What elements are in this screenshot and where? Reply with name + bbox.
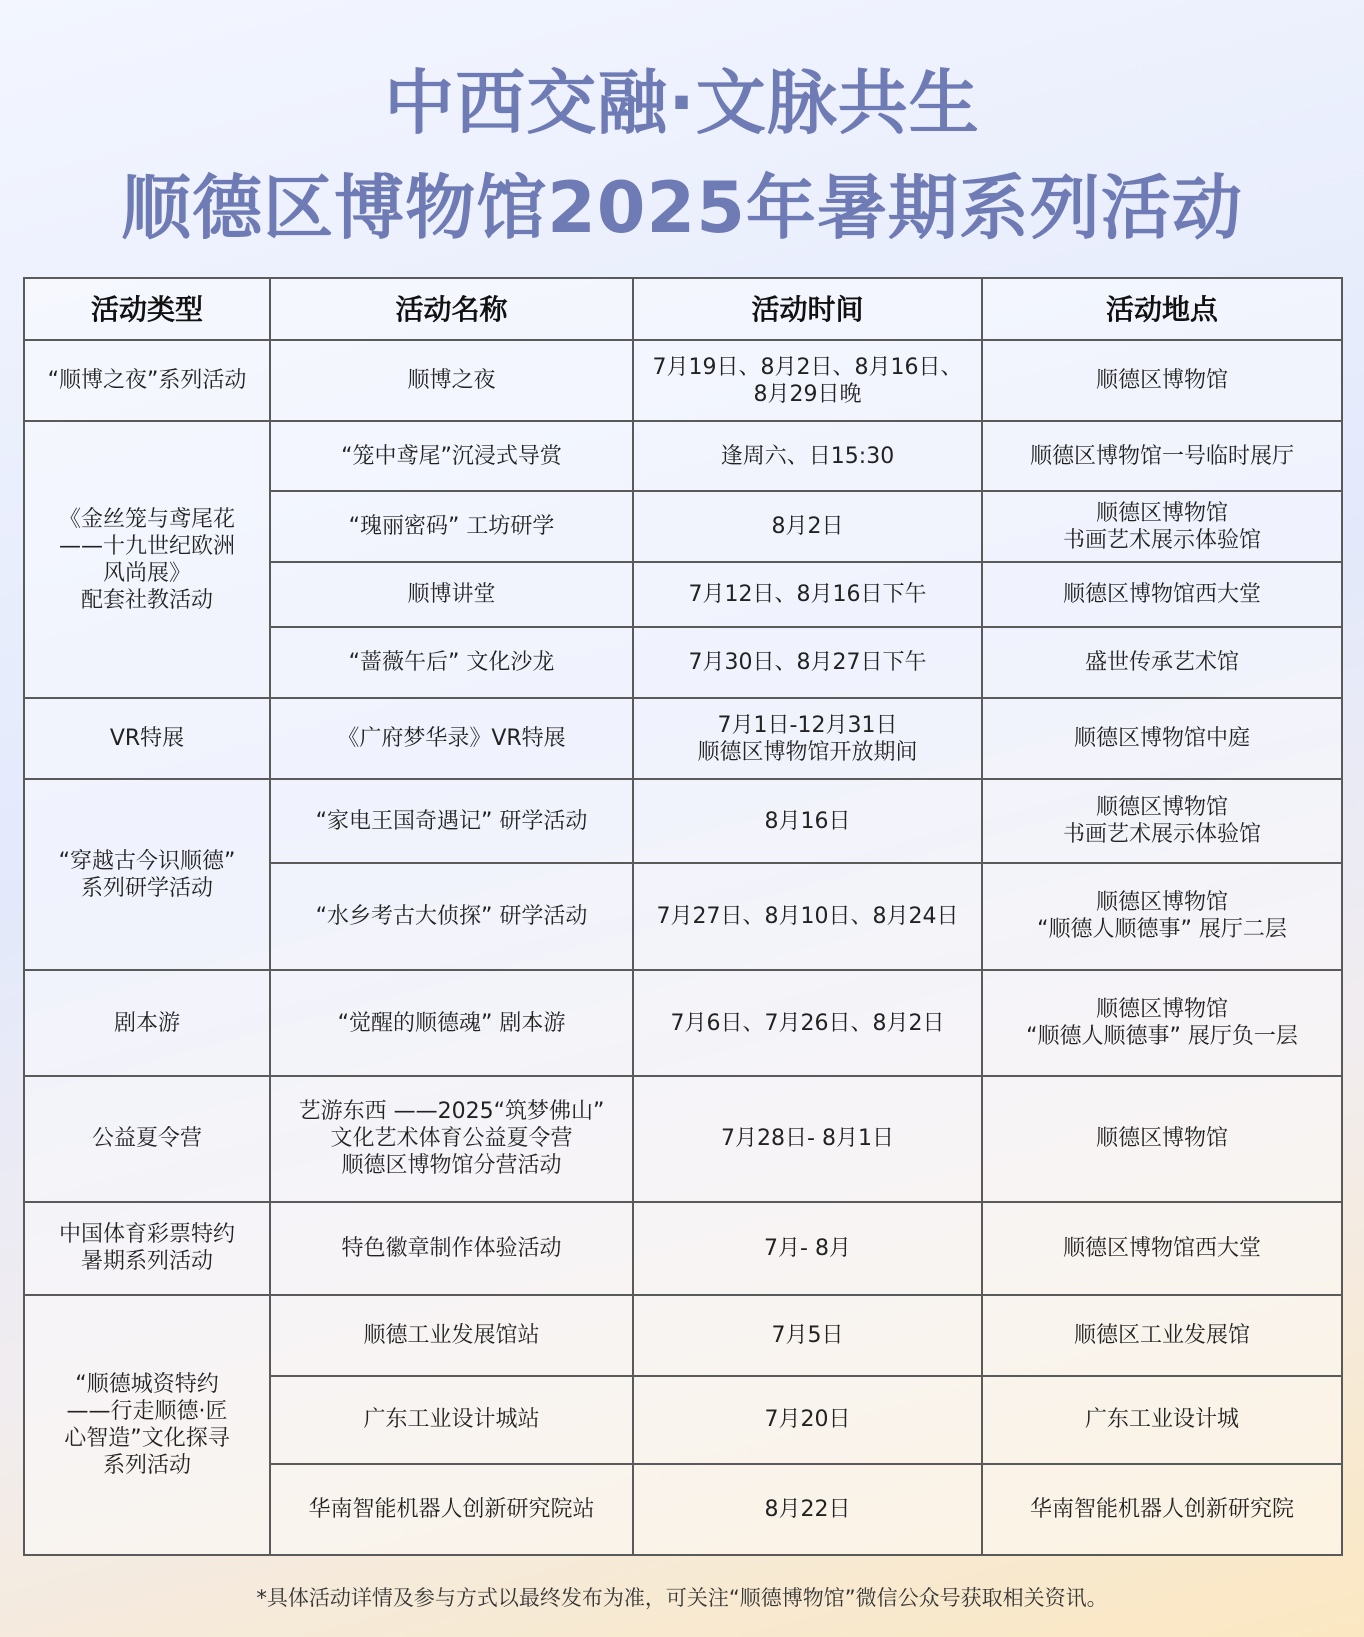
cell-place: 顺德区博物馆 “顺德人顺德事” 展厅二层	[982, 863, 1342, 971]
cell-name: “蔷薇午后” 文化沙龙	[270, 627, 633, 698]
header-type: 活动类型	[24, 278, 270, 340]
table-row	[24, 779, 1342, 862]
table-row	[24, 421, 1342, 491]
cell-name: 华南智能机器人创新研究院站	[270, 1464, 633, 1555]
cell-type: 公益夏令营	[24, 1076, 270, 1202]
table-row	[24, 970, 1342, 1076]
table-row	[24, 698, 1342, 779]
table-row	[24, 1076, 1342, 1202]
cell-name: “家电王国奇遇记” 研学活动	[270, 779, 633, 862]
cell-place: 顺德区博物馆 “顺德人顺德事” 展厅负一层	[982, 970, 1342, 1076]
cell-name: “笼中鸢尾”沉浸式导赏	[270, 421, 633, 491]
cell-place: 广东工业设计城	[982, 1376, 1342, 1463]
cell-place: 顺德区博物馆 书画艺术展示体验馆	[982, 491, 1342, 562]
cell-time: 7月28日- 8月1日	[633, 1076, 982, 1202]
cell-time: 7月12日、8月16日下午	[633, 562, 982, 627]
activities-table	[23, 277, 1343, 1556]
cell-place: 华南智能机器人创新研究院	[982, 1464, 1342, 1555]
table-row	[24, 1295, 1342, 1376]
cell-place: 顺德区博物馆中庭	[982, 698, 1342, 779]
cell-time: 7月5日	[633, 1295, 982, 1376]
cell-type: VR特展	[24, 698, 270, 779]
title-line-2: 顺德区博物馆2025年暑期系列活动	[121, 167, 1243, 249]
cell-name: 顺德工业发展馆站	[270, 1295, 633, 1376]
header-place: 活动地点	[982, 278, 1342, 340]
cell-name: 艺游东西 ——2025“筑梦佛山” 文化艺术体育公益夏令营 顺德区博物馆分营活动	[270, 1076, 633, 1202]
cell-type: 中国体育彩票特约 暑期系列活动	[24, 1202, 270, 1295]
cell-name: “觉醒的顺德魂” 剧本游	[270, 970, 633, 1076]
cell-time: 8月22日	[633, 1464, 982, 1555]
cell-time: 7月- 8月	[633, 1202, 982, 1295]
header-row	[24, 278, 1342, 340]
cell-name: 《广府梦华录》VR特展	[270, 698, 633, 779]
cell-time: 7月1日-12月31日 顺德区博物馆开放期间	[633, 698, 982, 779]
footnote: *具体活动详情及参与方式以最终发布为准，可关注“顺德博物馆”微信公众号获取相关资讯。	[256, 1586, 1108, 1610]
cell-type: 剧本游	[24, 970, 270, 1076]
cell-time: 逢周六、日15:30	[633, 421, 982, 491]
cell-type: “穿越古今识顺德” 系列研学活动	[24, 779, 270, 970]
cell-time: 7月30日、8月27日下午	[633, 627, 982, 698]
cell-type: 《金丝笼与鸢尾花 ——十九世纪欧洲 风尚展》 配套社教活动	[24, 421, 270, 698]
cell-type: “顺德城资特约 ——行走顺德·匠 心智造”文化探寻 系列活动	[24, 1295, 270, 1555]
cell-time: 8月2日	[633, 491, 982, 562]
header-name: 活动名称	[270, 278, 633, 340]
cell-name: 顺博之夜	[270, 340, 633, 421]
cell-time: 7月19日、8月2日、8月16日、 8月29日晚	[633, 340, 982, 421]
cell-time: 7月6日、7月26日、8月2日	[633, 970, 982, 1076]
cell-place: 顺德区博物馆 书画艺术展示体验馆	[982, 779, 1342, 862]
cell-name: 广东工业设计城站	[270, 1376, 633, 1463]
cell-name: “水乡考古大侦探” 研学活动	[270, 863, 633, 971]
cell-time: 7月20日	[633, 1376, 982, 1463]
cell-time: 7月27日、8月10日、8月24日	[633, 863, 982, 971]
cell-name: 顺博讲堂	[270, 562, 633, 627]
cell-name: 特色徽章制作体验活动	[270, 1202, 633, 1295]
header-time: 活动时间	[633, 278, 982, 340]
table-row	[24, 1202, 1342, 1295]
cell-place: 盛世传承艺术馆	[982, 627, 1342, 698]
cell-place: 顺德区博物馆西大堂	[982, 562, 1342, 627]
cell-place: 顺德区博物馆一号临时展厅	[982, 421, 1342, 491]
cell-place: 顺德区博物馆	[982, 340, 1342, 421]
cell-time: 8月16日	[633, 779, 982, 862]
cell-place: 顺德区工业发展馆	[982, 1295, 1342, 1376]
cell-name: “瑰丽密码” 工坊研学	[270, 491, 633, 562]
cell-place: 顺德区博物馆西大堂	[982, 1202, 1342, 1295]
cell-place: 顺德区博物馆	[982, 1076, 1342, 1202]
cell-type: “顺博之夜”系列活动	[24, 340, 270, 421]
title-line-1: 中西交融·文脉共生	[384, 62, 980, 144]
table-row	[24, 340, 1342, 421]
